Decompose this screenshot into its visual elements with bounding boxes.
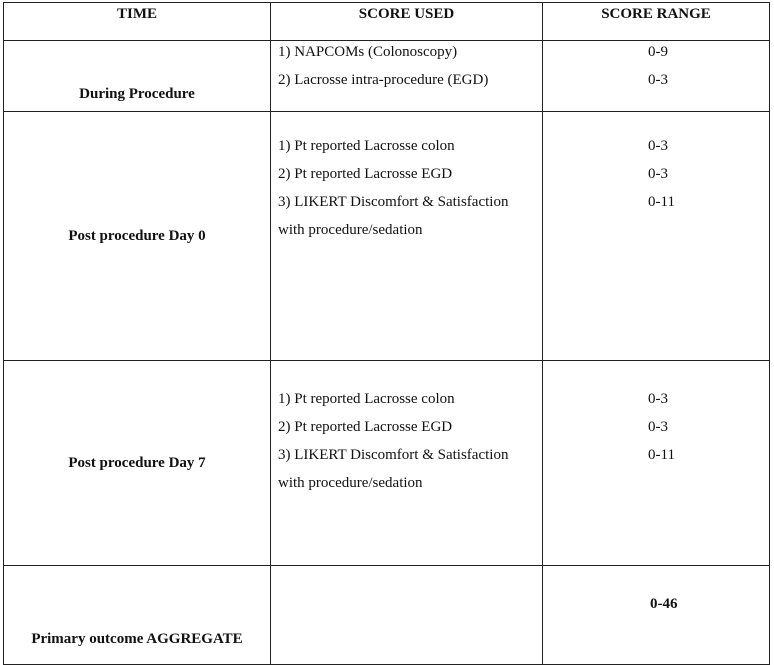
score-line: 1) Pt reported Lacrosse colon xyxy=(278,138,455,154)
score-table xyxy=(3,2,770,665)
score-line: 3) LIKERT Discomfort & Satisfaction xyxy=(278,194,509,210)
time-cell: Post procedure Day 7 xyxy=(4,361,271,566)
table-row xyxy=(4,361,770,566)
time-cell: Post procedure Day 0 xyxy=(4,112,271,361)
header-score-used: SCORE USED xyxy=(271,3,543,41)
range-cell xyxy=(543,566,770,665)
score-cell xyxy=(271,41,543,112)
range-value: 0-3 xyxy=(648,138,668,154)
score-line: 1) NAPCOMs (Colonoscopy) xyxy=(278,44,458,60)
header-time: TIME xyxy=(4,3,271,41)
score-line: with procedure/sedation xyxy=(278,475,423,491)
score-line: 2) Lacrosse intra-procedure (EGD) xyxy=(278,72,489,88)
header-score-range: SCORE RANGE xyxy=(543,3,770,41)
time-cell: Primary outcome AGGREGATE xyxy=(4,566,271,665)
score-cell xyxy=(271,566,543,665)
range-cell xyxy=(543,41,770,112)
score-line: with procedure/sedation xyxy=(278,222,423,238)
score-cell xyxy=(271,112,543,361)
range-value: 0-3 xyxy=(648,72,668,88)
range-value: 0-11 xyxy=(648,447,675,463)
score-line: 2) Pt reported Lacrosse EGD xyxy=(278,166,453,182)
range-value: 0-9 xyxy=(648,44,668,60)
time-cell: During Procedure xyxy=(4,41,271,112)
range-value: 0-11 xyxy=(648,194,675,210)
range-cell xyxy=(543,361,770,566)
score-line: 1) Pt reported Lacrosse colon xyxy=(278,391,455,407)
score-line: 3) LIKERT Discomfort & Satisfaction xyxy=(278,447,509,463)
score-line: 2) Pt reported Lacrosse EGD xyxy=(278,419,453,435)
score-cell xyxy=(271,361,543,566)
range-value: 0-3 xyxy=(648,166,668,182)
range-cell xyxy=(543,112,770,361)
table-row xyxy=(4,112,770,361)
table-row xyxy=(4,41,770,112)
range-value: 0-3 xyxy=(648,391,668,407)
range-value: 0-3 xyxy=(648,419,668,435)
table-row xyxy=(4,566,770,665)
header-row xyxy=(4,3,770,41)
range-value: 0-46 xyxy=(650,596,678,612)
